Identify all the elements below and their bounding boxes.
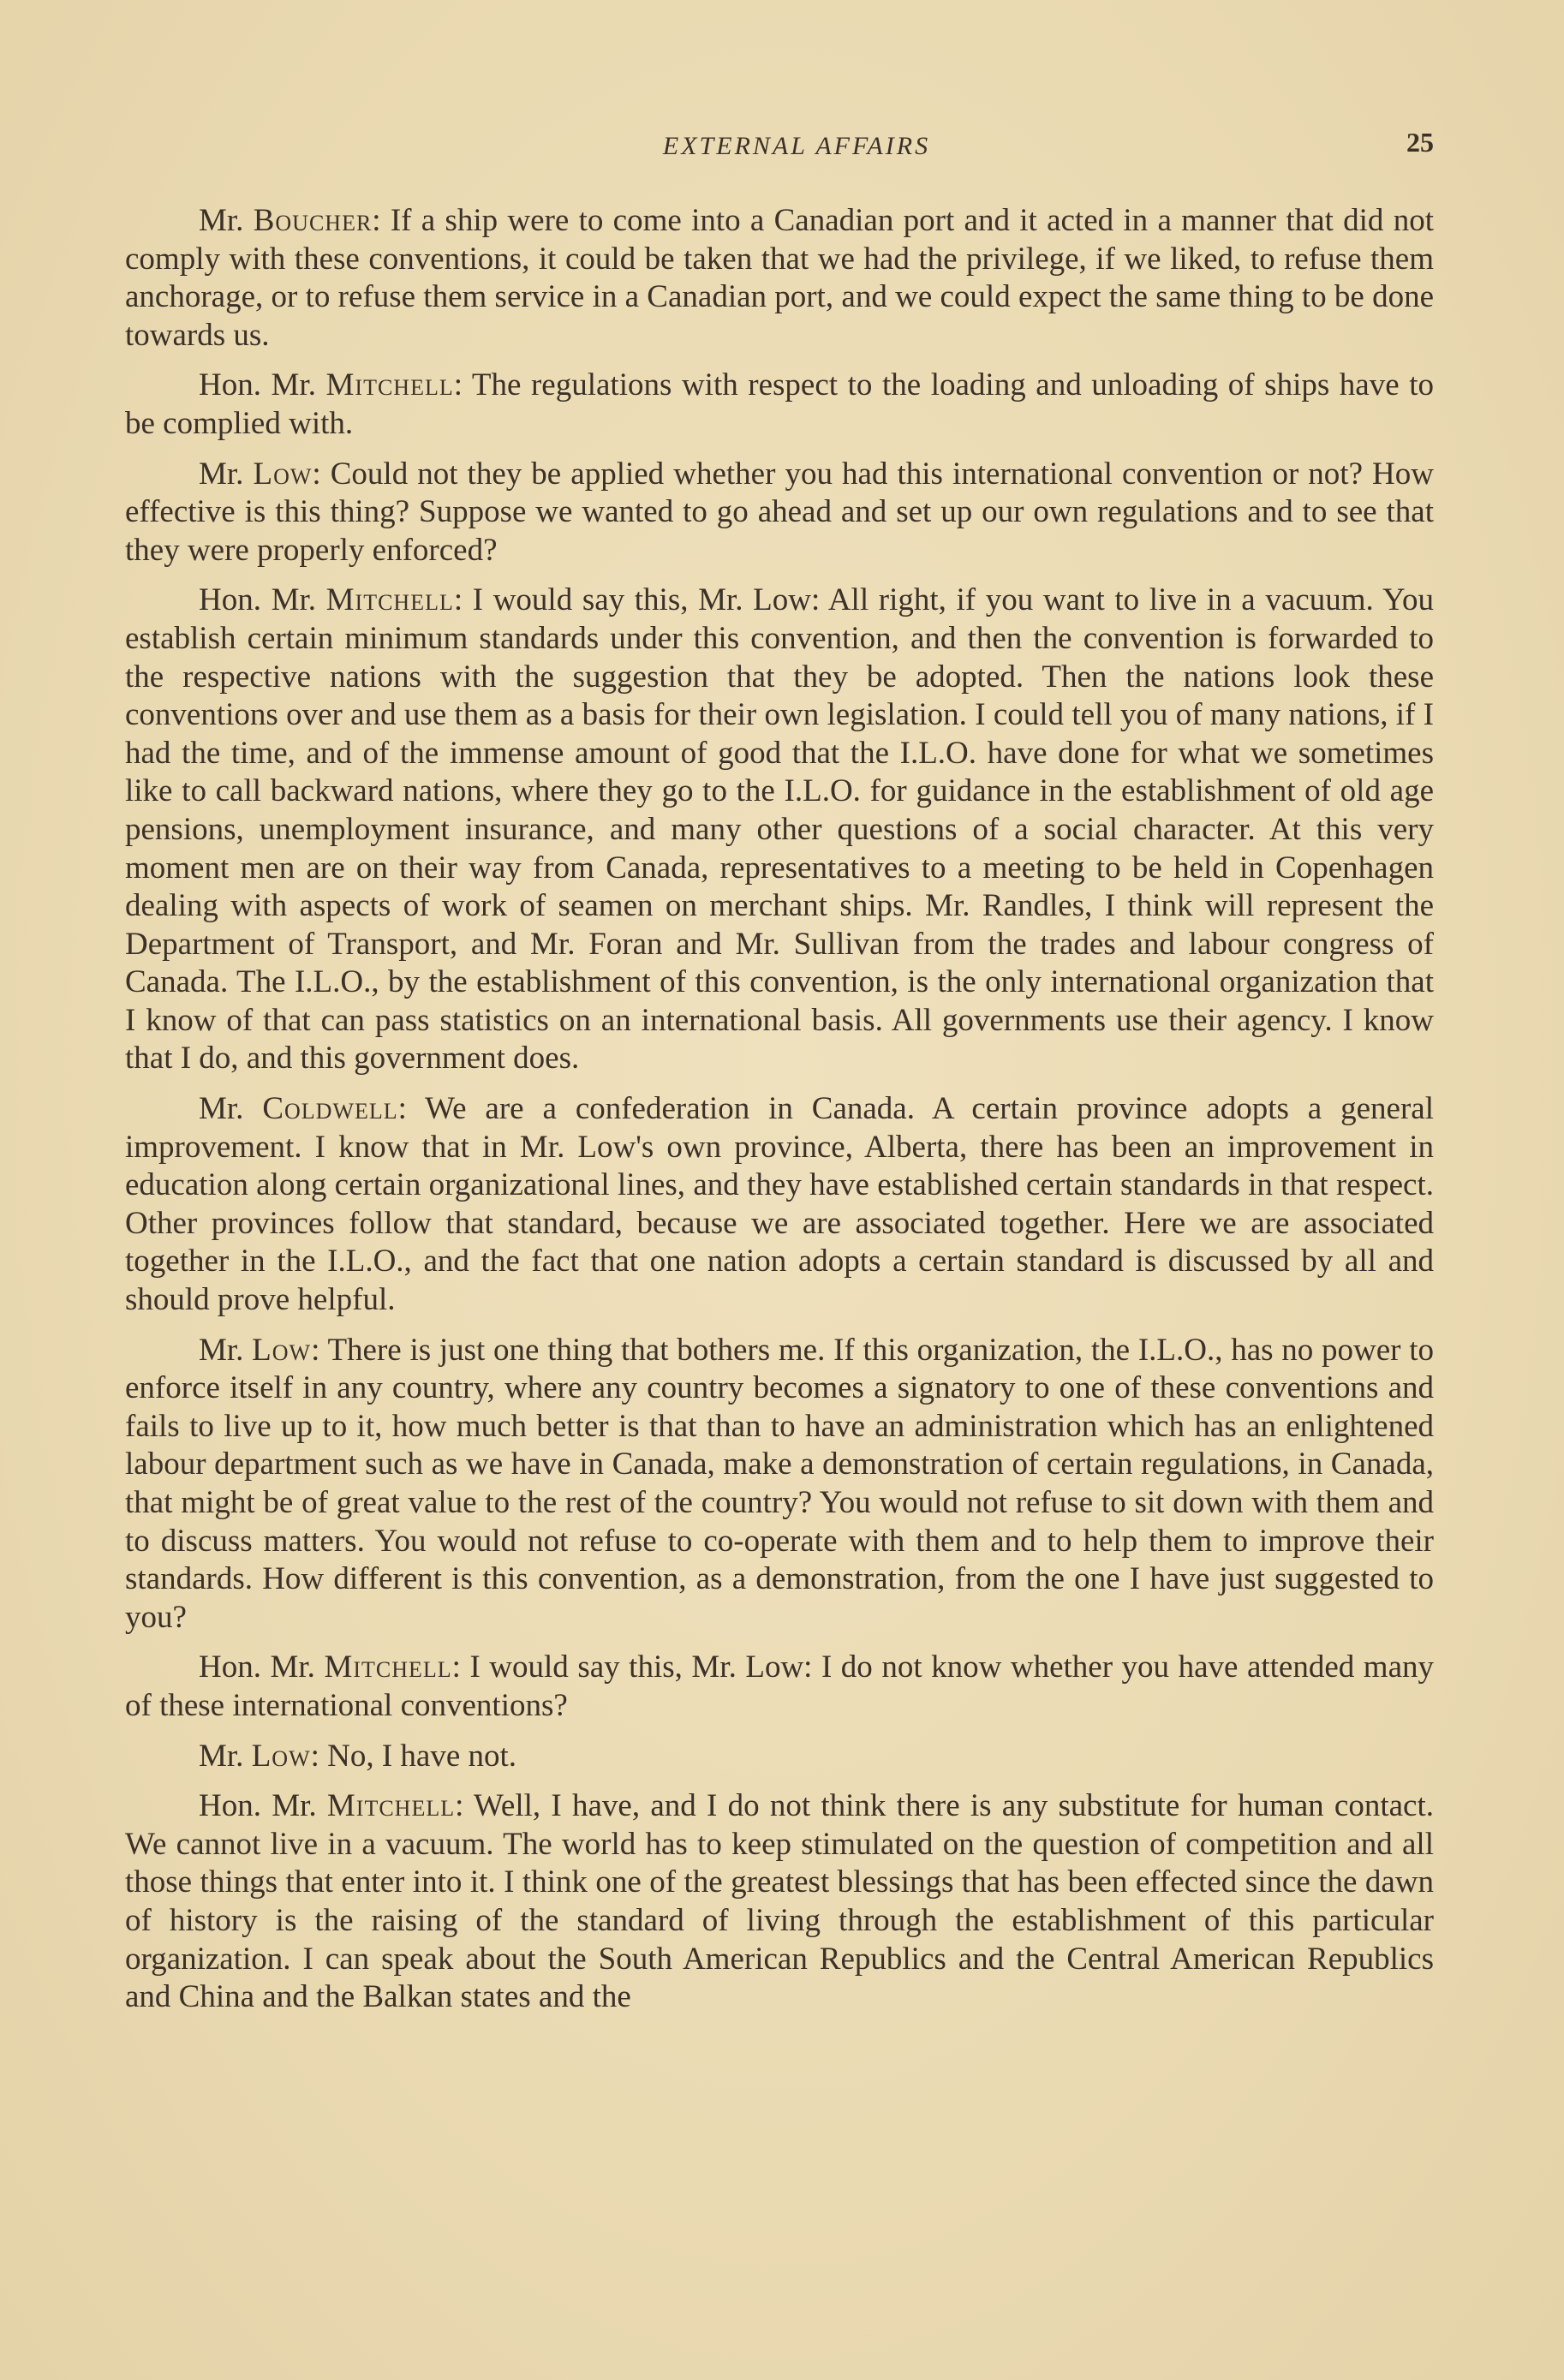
- paragraph-text: : Well, I have, and I do not think there is any substitute for human contact. We cannot live in a vacuum. The world has to keep stimulated on the question of competition and all those things that enter into it. I think one of the greatest blessings that has been effected since the dawn of history is the raising of the standard of living through the establishment of this particular organization. I can speak about the South American Republics and the Central American Republics and China and the Balkan states and the: [125, 1788, 1434, 2015]
- speaker-title: Mr.: [199, 456, 254, 492]
- speaker-title: Mr.: [199, 1738, 252, 1774]
- paragraph-text: : There is just one thing that bothers me. If this organization, the I.L.O., has no power to enforce itself in any country, where any country becomes a signatory to one of these conventions and fails to live up to it, how much better is that than to have an administration which has an enlightened labour department such as we have in Canada, make a demonstration of certain regulations, in Canada, that might be of great value to the rest of the country? You would not refuse to sit down with them and to discuss matters. You would not refuse to co-operate with them and to help them to improve their standards. How different is this convention, as a demonstration, from the one I have just suggested to you?: [125, 1332, 1434, 1635]
- speaker-name: Low: [252, 1332, 312, 1368]
- speaker-title: Hon. Mr.: [199, 1649, 325, 1685]
- speaker-name: Mitchell: [325, 582, 454, 618]
- paragraph-boucher-1: [125, 202, 1434, 355]
- paragraph-mitchell-1: [125, 367, 1434, 443]
- paragraph-text: : We are a confederation in Canada. A certain province adopts a general improvement. I know that in Mr. Low's own province, Alberta, there has been an improvement in education along certain organizational lines, and they have established certain standards in that respect. Other provinces follow that standard, because we are associated together. Here we are associated together in the I.L.O., and the fact that one nation adopts a certain standard is discussed by all and should prove helpful.: [125, 1091, 1434, 1318]
- speaker-title: Mr.: [199, 203, 254, 238]
- speaker-title: Hon. Mr.: [199, 1788, 327, 1824]
- paragraph-coldwell-1: [125, 1090, 1434, 1320]
- speaker-name: Low: [251, 1738, 311, 1774]
- speaker-title: Hon. Mr.: [199, 582, 326, 618]
- paragraph-low-3: [125, 1738, 1434, 1776]
- paragraph-text: : Could not they be applied whether you had this international convention or not? How effective is this thing? Suppose we wanted to go ahead and set up our own regulations and to see that they were properly enforced?: [125, 456, 1434, 568]
- paragraph-text: : I would say this, Mr. Low: I do not know whether you have attended many of these international conventions?: [125, 1649, 1434, 1723]
- speaker-title: Hon. Mr.: [199, 367, 326, 403]
- speaker-name: Mitchell: [325, 367, 454, 403]
- paragraph-mitchell-3: [125, 1649, 1434, 1725]
- paragraph-mitchell-4: [125, 1787, 1434, 2017]
- paragraph-text: : I would say this, Mr. Low: All right, if you want to live in a vacuum. You establish certain minimum standards under this convention, and then the convention is forwarded to the respective nations with the suggestion that they be adopted. Then the nations look these conventions over and use them as a basis for their own legislation. I could tell you of many nations, if I had the time, and of the immense amount of good that the I.L.O. have done for what we sometimes like to call backward nations, where they go to the I.L.O. for guidance in the establishment of old age pensions, unemployment insurance, and many other questions of a social character. At this very moment men are on their way from Canada, representatives to a meeting to be held in Copenhagen dealing with aspects of work of seamen on merchant ships. Mr. Randles, I think will represent the Department of Transport, and Mr. Foran and Mr. Sullivan from the trades and labour congress of Canada. The I.L.O., by the establishment of this convention, is the only international organization that I know of that can pass statistics on an international basis. All governments use their agency. I know that I do, and this government does.: [125, 582, 1434, 1077]
- speaker-title: Mr.: [199, 1091, 263, 1127]
- page-number: 25: [1406, 127, 1434, 158]
- speaker-title: Mr.: [199, 1332, 253, 1368]
- paragraph-low-2: [125, 1332, 1434, 1637]
- speaker-name: Mitchell: [324, 1649, 452, 1685]
- paragraph-text: : The regulations with respect to the loading and unloading of ships have to be complied with.: [125, 367, 1434, 441]
- running-head: EXTERNAL AFFAIRS: [662, 132, 931, 160]
- paragraph-low-1: [125, 456, 1434, 570]
- paragraph-text: : If a ship were to come into a Canadian port and it acted in a manner that did not comply with these conventions, it could be taken that we had the privilege, if we liked, to refuse them anchorage, or to refuse them service in a Canadian port, and we could expect the same thing to be done towards us.: [125, 203, 1434, 353]
- speaker-name: Mitchell: [326, 1788, 456, 1824]
- paragraph-text: : No, I have not.: [310, 1738, 517, 1774]
- speaker-name: Low: [253, 456, 313, 492]
- speaker-name: Boucher: [253, 203, 373, 238]
- paragraph-mitchell-2: [125, 582, 1434, 1078]
- page-body: [125, 202, 1434, 2017]
- speaker-name: Coldwell: [262, 1091, 398, 1127]
- page-header: [125, 127, 1434, 178]
